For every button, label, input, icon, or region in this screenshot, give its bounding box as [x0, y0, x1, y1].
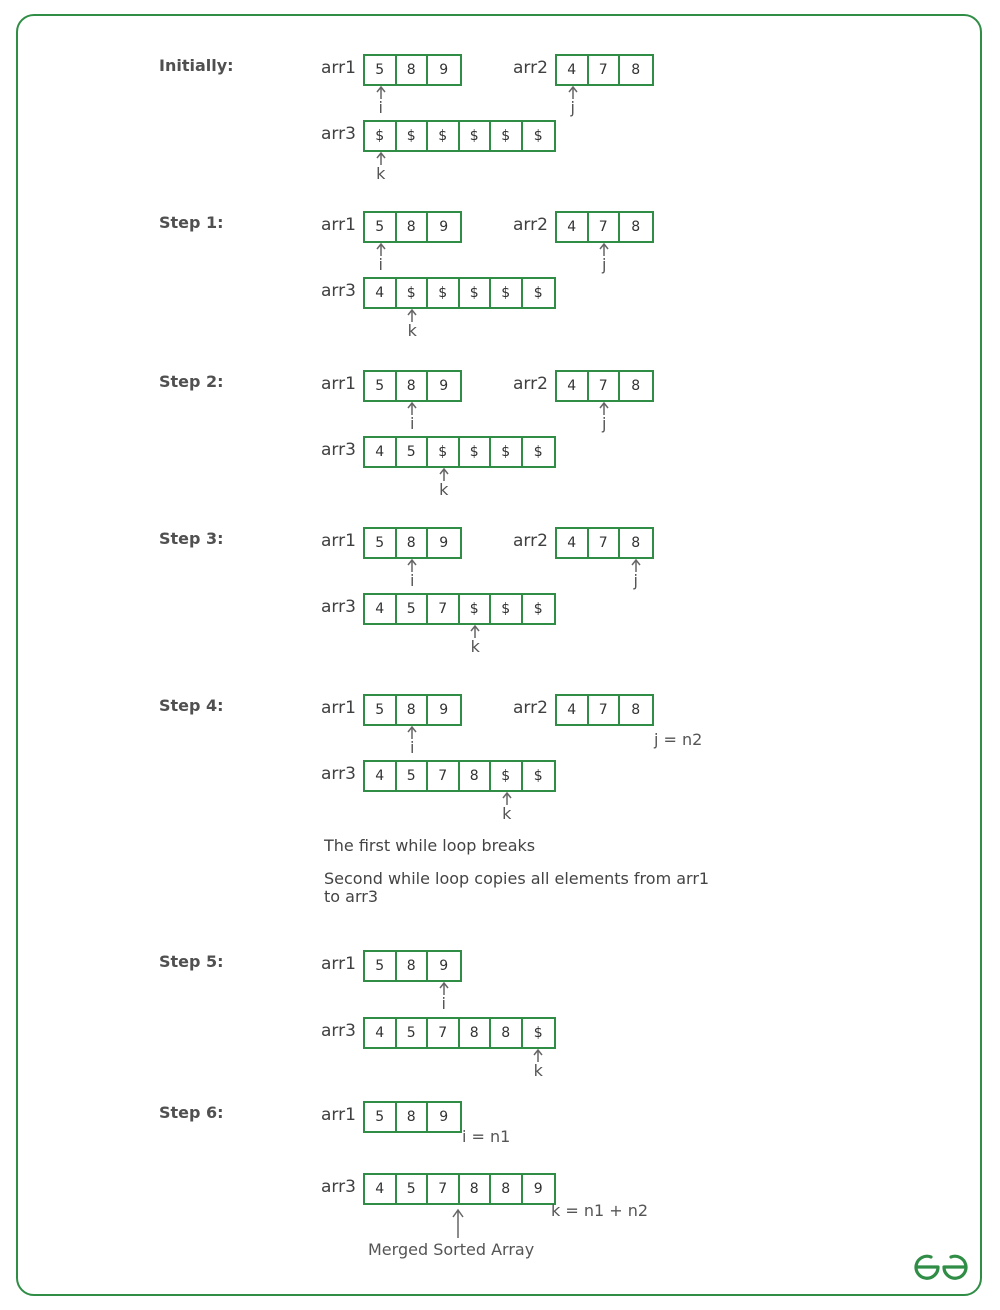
arr3-cell: 5 — [397, 595, 429, 623]
arr1-label: arr1 — [321, 58, 356, 78]
arr2-array — [555, 694, 654, 726]
arr2-array — [555, 370, 654, 402]
arr1-label: arr1 — [321, 531, 356, 551]
pointer-letter: j — [602, 414, 607, 433]
arr1-cell: 5 — [365, 372, 397, 400]
pointer-letter: i — [441, 994, 446, 1013]
loop-copy-text: Second while loop copies all elements from arr1 to arr3 — [324, 869, 710, 906]
arr1-cell: 5 — [365, 1103, 397, 1131]
arr3-array — [363, 277, 556, 309]
pointer-j — [624, 559, 648, 589]
arr3-cell: $ — [533, 285, 543, 301]
step-label: Step 5: — [159, 952, 224, 971]
arr3-label: arr3 — [321, 1177, 356, 1197]
arr3-cell: $ — [533, 1025, 543, 1041]
pointer-k — [526, 1049, 550, 1079]
arr1-cell: 8 — [397, 56, 429, 84]
arr2-cell: 4 — [557, 56, 589, 84]
arr1-cell: 9 — [439, 219, 449, 235]
arr1-label: arr1 — [321, 1105, 356, 1125]
pointer-letter: i — [378, 255, 383, 274]
merged-arrow — [446, 1208, 470, 1240]
arr1-array — [363, 694, 462, 726]
arr3-cell: $ — [397, 122, 429, 150]
arr1-cell: 5 — [365, 56, 397, 84]
arr3-cell: 4 — [365, 279, 397, 307]
arr3-cell: $ — [460, 595, 492, 623]
arr3-array — [363, 436, 556, 468]
pointer-j — [592, 402, 616, 432]
arr3-cell: 8 — [460, 1175, 492, 1203]
pointer-letter: i — [410, 571, 415, 590]
arr3-label: arr3 — [321, 281, 356, 301]
arr3-array — [363, 760, 556, 792]
pointer-letter: i — [410, 414, 415, 433]
arr2-label: arr2 — [513, 215, 548, 235]
pointer-letter: i — [410, 738, 415, 757]
pointer-letter: j — [570, 98, 575, 117]
arr2-array — [555, 54, 654, 86]
arr2-cell: 4 — [557, 529, 589, 557]
pointer-k — [495, 792, 519, 822]
pointer-note: j = n2 — [654, 730, 703, 749]
pointer-i — [369, 243, 393, 273]
arr3-cell: 5 — [397, 1175, 429, 1203]
arr1-array — [363, 211, 462, 243]
arr3-cell: $ — [533, 128, 543, 144]
step-label: Step 1: — [159, 213, 224, 232]
arr1-cell: 5 — [365, 696, 397, 724]
arr3-cell: $ — [460, 279, 492, 307]
arr3-label: arr3 — [321, 764, 356, 784]
arr3-label: arr3 — [321, 1021, 356, 1041]
arr3-cell: 4 — [365, 1019, 397, 1047]
arr2-cell: 7 — [589, 56, 621, 84]
arr1-cell: 5 — [365, 213, 397, 241]
step-label: Initially: — [159, 56, 234, 75]
step-label: Step 3: — [159, 529, 224, 548]
arr2-cell: 7 — [589, 372, 621, 400]
arr1-cell: 9 — [439, 1109, 449, 1125]
arr3-label: arr3 — [321, 597, 356, 617]
arr3-array — [363, 1017, 556, 1049]
arr1-label: arr1 — [321, 374, 356, 394]
arr2-label: arr2 — [513, 374, 548, 394]
arr3-label: arr3 — [321, 124, 356, 144]
arr1-cell: 8 — [397, 1103, 429, 1131]
arr2-cell: 7 — [589, 213, 621, 241]
arr3-cell: 4 — [365, 595, 397, 623]
arr1-array — [363, 527, 462, 559]
arr3-cell: $ — [397, 279, 429, 307]
pointer-letter: k — [502, 804, 512, 823]
pointer-letter: i — [378, 98, 383, 117]
arr1-array — [363, 1101, 462, 1133]
arr1-label: arr1 — [321, 215, 356, 235]
arr3-cell: $ — [460, 438, 492, 466]
pointer-k — [432, 468, 456, 498]
arr3-cell: 8 — [491, 1175, 523, 1203]
arr2-cell: 7 — [589, 696, 621, 724]
arr3-array — [363, 593, 556, 625]
pointer-j — [592, 243, 616, 273]
arr3-cell: $ — [533, 444, 543, 460]
pointer-letter: j — [633, 571, 638, 590]
arr3-array — [363, 1173, 556, 1205]
arr2-label: arr2 — [513, 531, 548, 551]
arr1-cell: 9 — [439, 702, 449, 718]
arr1-array — [363, 950, 462, 982]
pointer-letter: j — [602, 255, 607, 274]
arr2-cell: 8 — [631, 62, 641, 78]
pointer-letter: k — [407, 321, 417, 340]
arr2-array — [555, 211, 654, 243]
pointer-j — [561, 86, 585, 116]
arr2-cell: 4 — [557, 213, 589, 241]
arr2-cell: 8 — [631, 378, 641, 394]
arr1-cell: 9 — [439, 62, 449, 78]
arr3-cell: $ — [428, 279, 460, 307]
arr3-cell: 5 — [397, 438, 429, 466]
arr1-cell: 5 — [365, 529, 397, 557]
arr3-cell: $ — [491, 279, 523, 307]
arr3-cell: 5 — [397, 1019, 429, 1047]
pointer-k — [400, 309, 424, 339]
arr3-cell: 4 — [365, 762, 397, 790]
arr3-cell: $ — [533, 768, 543, 784]
pointer-letter: k — [533, 1061, 543, 1080]
arr3-cell: 7 — [428, 1019, 460, 1047]
arr3-cell: $ — [491, 762, 523, 790]
arr2-cell: 8 — [631, 535, 641, 551]
arr3-cell: 4 — [365, 1175, 397, 1203]
pointer-letter: k — [376, 164, 386, 183]
pointer-i — [400, 726, 424, 756]
arr1-cell: 8 — [397, 696, 429, 724]
arr3-label: arr3 — [321, 440, 356, 460]
arr2-cell: 7 — [589, 529, 621, 557]
arr1-label: arr1 — [321, 698, 356, 718]
arr2-cell: 4 — [557, 696, 589, 724]
arr3-cell: $ — [428, 122, 460, 150]
pointer-k — [463, 625, 487, 655]
arr1-array — [363, 370, 462, 402]
arr2-array — [555, 527, 654, 559]
arr3-cell: 5 — [397, 762, 429, 790]
arr3-cell: $ — [491, 122, 523, 150]
step-label: Step 2: — [159, 372, 224, 391]
arr3-cell: 7 — [428, 595, 460, 623]
arr2-cell: 4 — [557, 372, 589, 400]
arr3-cell: 8 — [460, 762, 492, 790]
pointer-i — [369, 86, 393, 116]
pointer-letter: k — [439, 480, 449, 499]
arr2-cell: 8 — [631, 702, 641, 718]
loop-break-text: The first while loop breaks — [324, 836, 536, 855]
arr2-label: arr2 — [513, 698, 548, 718]
arr3-cell: 7 — [428, 1175, 460, 1203]
arr1-label: arr1 — [321, 954, 356, 974]
arr1-cell: 8 — [397, 372, 429, 400]
arr3-cell: $ — [460, 122, 492, 150]
arr3-cell: 8 — [491, 1019, 523, 1047]
arr3-cell: $ — [365, 122, 397, 150]
arr3-cell: 9 — [533, 1181, 543, 1197]
arr1-cell: 8 — [397, 213, 429, 241]
step-label: Step 4: — [159, 696, 224, 715]
arr1-cell: 8 — [397, 529, 429, 557]
pointer-note: k = n1 + n2 — [551, 1201, 649, 1220]
step-label: Step 6: — [159, 1103, 224, 1122]
arr3-cell: $ — [491, 595, 523, 623]
arr2-cell: 8 — [631, 219, 641, 235]
arr3-cell: $ — [491, 438, 523, 466]
arr1-cell: 5 — [365, 952, 397, 980]
pointer-note: i = n1 — [462, 1127, 511, 1146]
pointer-k — [369, 152, 393, 182]
arr3-cell: $ — [533, 601, 543, 617]
merged-label: Merged Sorted Array — [368, 1240, 535, 1259]
arr1-cell: 9 — [439, 958, 449, 974]
arr1-array — [363, 54, 462, 86]
arr2-label: arr2 — [513, 58, 548, 78]
pointer-i — [400, 559, 424, 589]
pointer-i — [400, 402, 424, 432]
arr1-cell: 9 — [439, 535, 449, 551]
arr3-cell: 4 — [365, 438, 397, 466]
arr1-cell: 8 — [397, 952, 429, 980]
arr1-cell: 9 — [439, 378, 449, 394]
arr3-cell: 8 — [460, 1019, 492, 1047]
arr3-cell: 7 — [428, 762, 460, 790]
geeksforgeeks-logo-icon — [912, 1252, 970, 1282]
arr3-cell: $ — [428, 438, 460, 466]
pointer-letter: k — [470, 637, 480, 656]
arr3-array — [363, 120, 556, 152]
pointer-i — [432, 982, 456, 1012]
